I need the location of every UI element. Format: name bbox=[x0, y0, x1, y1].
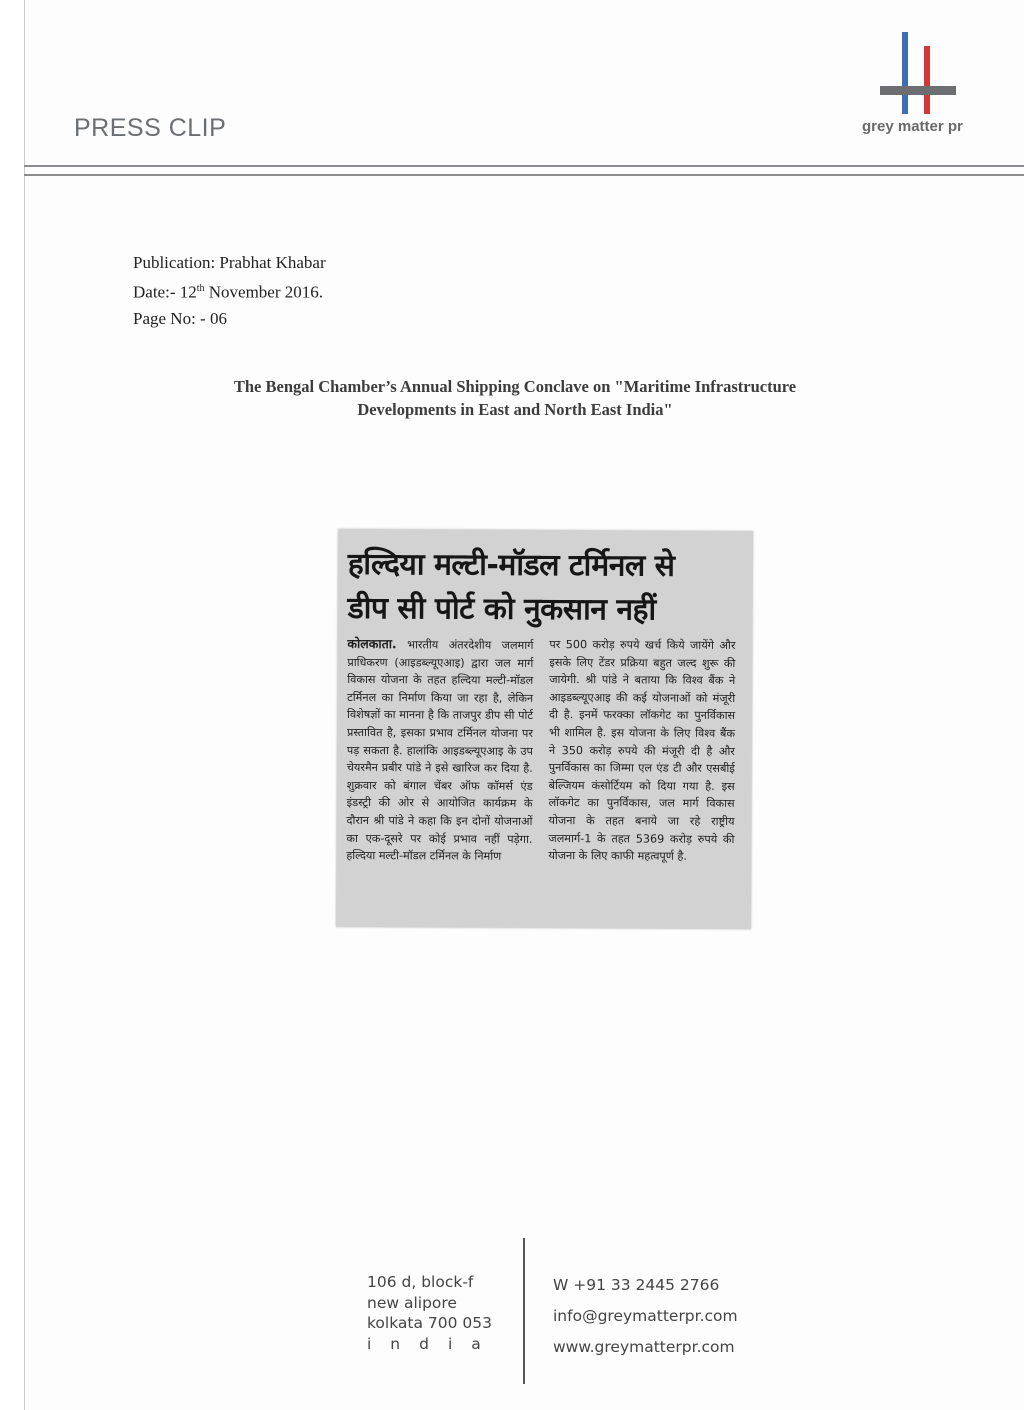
clipping-dateline: कोलकाता. bbox=[347, 635, 397, 652]
logo-text: grey matter pr bbox=[862, 118, 963, 135]
header-rule-bottom bbox=[24, 174, 1024, 176]
clipping-headline-line1: हल्दिया मल्टी-मॉडल टर्मिनल से bbox=[347, 546, 675, 584]
footer-address bbox=[367, 1272, 500, 1354]
press-clip-title: PRESS CLIP bbox=[74, 114, 227, 142]
publication-line: Publication: Prabhat Khabar bbox=[133, 253, 326, 272]
address-line2: new alipore bbox=[367, 1293, 457, 1312]
footer-contact bbox=[553, 1270, 738, 1363]
event-headline bbox=[150, 375, 880, 421]
address-line4: india bbox=[367, 1334, 500, 1353]
logo-blue-bar bbox=[902, 32, 908, 114]
clipping-column-left-text: भारतीय अंतरदेशीय जलमार्ग प्राधिकरण (आइडब्ल्यूएआइ) द्वारा जल मार्ग विकास योजना के तहत हल्दिया मल्टी-मॉडल टर्मिनल का निर्माण किया जा रहा है, लेकिन विशेषज्ञों का मानना है कि ताजपुर डीप सी पोर्ट प्रस्तावित है, इसका प्रभाव टर्मिनल योजना पर पड़ सकता है. हालांकि आइडब्ल्यूएआइ के उप चेयरमैन प्रबीर पांडे ने इसे खारिज कर दिया है. शुक्रवार को बंगाल चेंबर ऑफ कॉमर्स एंड इंडस्ट्री की ओर से आयोजित कार्यक्रम के दौरान श्री पांडे ने कहा कि इन दोनों योजनाओं का एक-दूसरे पर कोई प्रभाव नहीं पड़ेगा. हल्दिया मल्टी-मॉडल टर्मिनल के निर्माण bbox=[346, 638, 534, 863]
logo-red-bar bbox=[924, 46, 930, 114]
clipping-headline-line2: डीप सी पोर्ट को नुकसान नहीं bbox=[347, 590, 656, 628]
clipping-column-right: पर 500 करोड़ रुपये खर्च किये जायेंगे और इसके लिए टेंडर प्रक्रिया बहुत जल्द शुरू की जायेगी. श्री पांडे ने बताया कि विश्व बैंक ने आइडब्ल्यूएआइ की कई योजनाओं को मंजूरी दी है. इनमें फरक्का लॉकगेट का पुनर्विकास भी शामिल है. इस योजना के लिए विश्व बैंक ने 350 करोड़ रुपये की मंजूरी दी है और पुनर्विकास का जिम्मा एल एंड टी और एसबीई बेल्जियम कंसोर्टियम को दिया गया है. इस लॉकगेट का पुनर्विकास, जल मार्ग विकास योजना के तहत बनाये जा रहे राष्ट्रीय जलमार्ग-1 के तहत 5369 करोड़ रुपये की योजना के लिए काफी महत्वपूर्ण है. bbox=[548, 638, 736, 863]
publication-meta bbox=[133, 250, 326, 332]
clipping-column-left bbox=[346, 635, 533, 866]
date-line bbox=[133, 276, 326, 306]
address-line3: kolkata 700 053 bbox=[367, 1314, 493, 1332]
header-rule-top bbox=[24, 165, 1024, 167]
phone-number: W +91 33 2445 2766 bbox=[553, 1276, 720, 1294]
newspaper-clipping bbox=[336, 529, 753, 929]
address-line1: 106 d, block-f bbox=[367, 1273, 474, 1291]
date-suffix-sup: th bbox=[196, 283, 205, 294]
date-month-year: November 2016. bbox=[204, 282, 324, 302]
email-link[interactable]: info@greymatterpr.com bbox=[553, 1307, 738, 1325]
event-headline-line2: Developments in East and North East India" bbox=[357, 400, 673, 419]
clipping-headline bbox=[348, 543, 748, 633]
website-link[interactable]: www.greymatterpr.com bbox=[553, 1338, 735, 1356]
footer-divider bbox=[523, 1238, 525, 1384]
page-number-line: Page No: - 06 bbox=[133, 308, 227, 328]
logo-grey-bar bbox=[880, 86, 956, 95]
event-headline-line1: The Bengal Chamber’s Annual Shipping Conclave on "Maritime Infrastructure bbox=[233, 377, 797, 396]
date-prefix: Date:- 12 bbox=[133, 282, 197, 302]
